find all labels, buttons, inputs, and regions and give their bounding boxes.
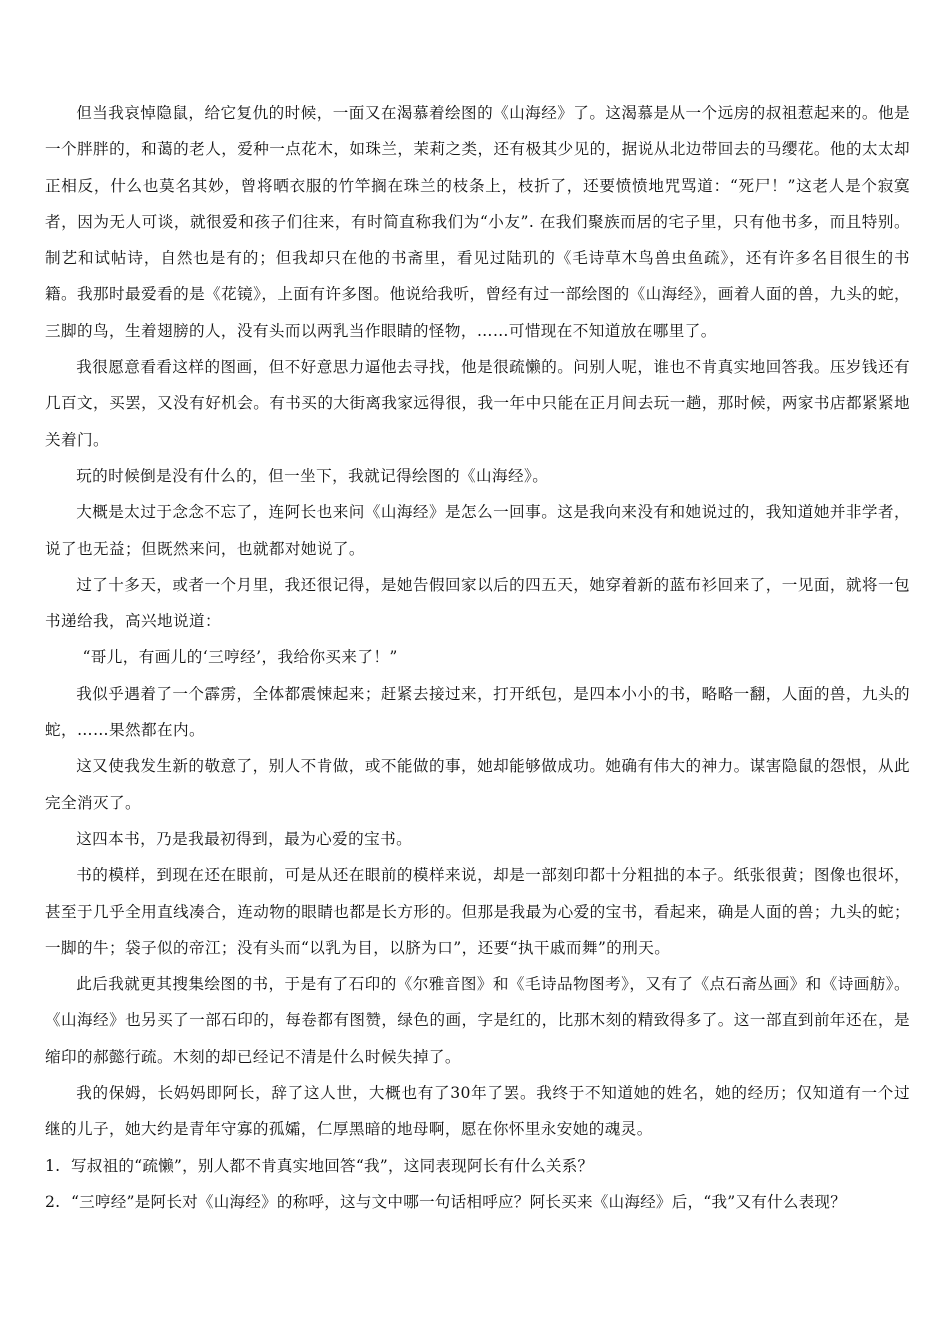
question-1 — [45, 1148, 910, 1184]
paragraph-achang-returns: 过了十多天，或者一个月里，我还很记得，是她告假回家以后的四五天，她穿着新的蓝布衫回来了，一见面，就将一包书递给我，高兴地说道： — [45, 575, 910, 631]
paragraph-achang-asks: 大概是太过于念念不忘了，连阿长也来问《山海经》是怎么一回事。这是我向来没有和她说过的，我知道她并非学者，说了也无益；但既然来问，也就都对她说了。 — [45, 503, 910, 558]
paragraph-new-respect: 这又使我发生新的敬意了，别人不肯做，或不能做的事，她却能够做成功。她确有伟大的神力。谋害隐鼠的怨恨，从此完全消灭了。 — [45, 757, 910, 812]
paragraph-collecting-books: 此后我就更其搜集绘图的书，于是有了石印的《尔雅音图》和《毛诗品物图考》，又有了《点石斋丛画》和《诗画舫》。《山海经》也另买了一部石印的，每卷都有图赞，绿色的画，字是红的，比那木刻的精致得多了。这一部直到前年还在，是缩印的郝懿行疏。木刻的却已经记不清是什么时候失掉了。 — [45, 975, 910, 1066]
paragraph-uncle-shanhaijing: 但当我哀悼隐鼠，给它复仇的时候，一面又在渴慕着绘图的《山海经》了。这渴慕是从一个远房的叔祖惹起来的。他是一个胖胖的，和蔼的老人，爱种一点花木，如珠兰，茉莉之类，还有极其少见的，据说从北边带回去的马缨花。他的太太却正相反，什么也莫名其妙，曾将晒衣服的竹竿搁在珠兰的枝条上，枝折了，还要愤愤地咒骂道：“死尸！”这老人是个寂寞者，因为无人可谈，就很爱和孩子们往来，有时简直称我们为“小友”. 在我们聚族而居的宅子里，只有他书多，而且特别。制艺和试帖诗，自然也是有的；但我却只在他的书斋里，看见过陆玑的《毛诗草木鸟兽虫鱼疏》，还有许多名目很生的书籍。我那时最爱看的是《花镜》，上面有许多图。他说给我听，曾经有过一部绘图的《山海经》，画着人面的兽，九头的蛇，三脚的鸟，生着翅膀的人，没有头而以两乳当作眼睛的怪物，……可惜现在不知道放在哪里了。 — [45, 104, 910, 340]
paragraph-remember-book: 玩的时候倒是没有什么的，但一坐下，我就记得绘图的《山海经》。 — [76, 466, 549, 485]
paragraph-nanny-farewell: 我的保姆，长妈妈即阿长，辞了这人世，大概也有了30年了罢。我终于不知道她的姓名，她的经历；仅知道有一个过继的儿子，她大约是青年守寡的孤孀，仁厚黑暗的地母啊，愿在你怀里永安她的魂灵。 — [45, 1084, 910, 1139]
document-page — [45, 95, 910, 1220]
question-2 — [45, 1184, 910, 1220]
question-1-text: 写叔祖的“疏懒”，别人都不肯真实地回答“我”，这同表现阿长有什么关系？ — [71, 1156, 594, 1175]
question-2-text: “三哼经”是阿长对《山海经》的称呼，这与文中哪一句话相呼应？阿长买来《山海经》后，“我”又有什么表现？ — [71, 1192, 846, 1211]
question-2-number: 2. — [45, 1192, 61, 1211]
question-1-number: 1. — [45, 1156, 61, 1175]
paragraph-thunderstruck: 我似乎遇着了一个霹雳，全体都震悚起来；赶紧去接过来，打开纸包，是四本小小的书，略略一翻，人面的兽，九头的蛇，……果然都在内。 — [45, 684, 910, 740]
paragraph-treasured-books: 这四本书，乃是我最初得到，最为心爱的宝书。 — [76, 829, 413, 848]
paragraph-achang-quote: “哥儿，有画儿的‘三哼经’，我给你买来了！” — [82, 648, 398, 667]
paragraph-book-appearance: 书的模样，到现在还在眼前，可是从还在眼前的模样来说，却是一部刻印都十分粗拙的本子。纸张很黄；图像也很坏，甚至于几乎全用直线凑合，连动物的眼睛也都是长方形的。但那是我最为心爱的宝书，看起来，确是人面的兽；九头的蛇；一脚的牛；袋子似的帝江；没有头而“以乳为目，以脐为口”，还要“执干戚而舞”的刑天。 — [45, 866, 910, 957]
paragraph-wish-to-see: 我很愿意看看这样的图画，但不好意思力逼他去寻找，他是很疏懒的。问别人呢，谁也不肯真实地回答我。压岁钱还有几百文，买罢，又没有好机会。有书买的大街离我家远得很，我一年中只能在正月间去玩一趟，那时候，两家书店都紧紧地关着门。 — [45, 358, 910, 449]
